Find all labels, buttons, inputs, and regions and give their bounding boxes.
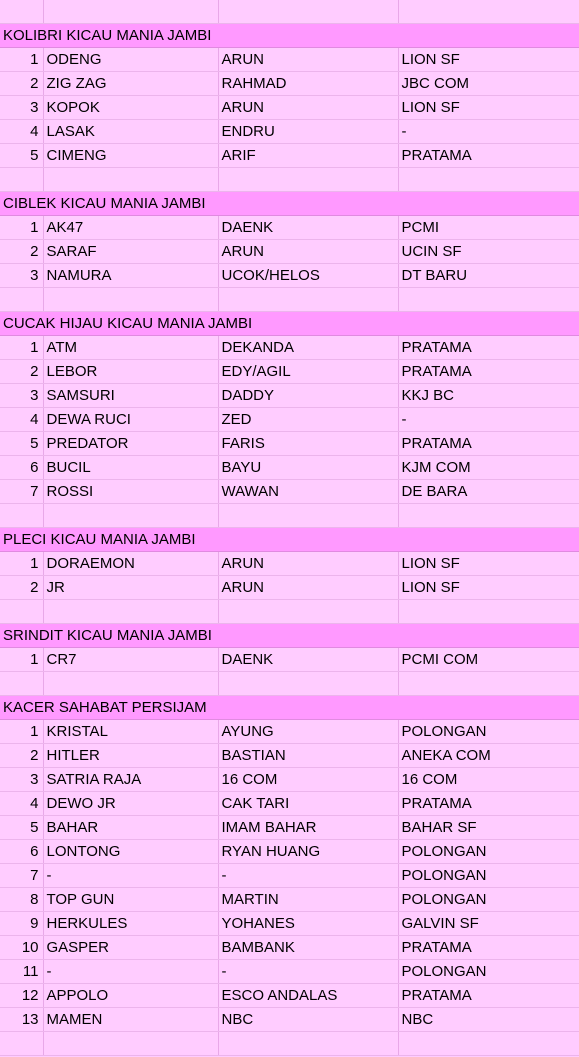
section-header-row — [0, 192, 579, 216]
table-row — [0, 1008, 579, 1032]
rank-cell[interactable]: 5 — [0, 144, 43, 168]
rank-cell[interactable]: 12 — [0, 984, 43, 1008]
empty-cell[interactable] — [398, 0, 579, 24]
rank-cell[interactable]: 2 — [0, 240, 43, 264]
owner-cell[interactable]: - — [218, 960, 398, 984]
blank-row — [0, 168, 579, 192]
empty-cell[interactable] — [398, 288, 579, 312]
empty-cell[interactable] — [43, 504, 218, 528]
team-cell[interactable]: - — [398, 408, 579, 432]
team-cell[interactable]: - — [398, 120, 579, 144]
empty-cell[interactable] — [43, 1032, 218, 1056]
bird-name-cell[interactable]: ZIG ZAG — [43, 72, 218, 96]
bird-name-cell[interactable]: NAMURA — [43, 264, 218, 288]
bird-name-cell[interactable]: - — [43, 864, 218, 888]
rank-cell[interactable]: 5 — [0, 432, 43, 456]
table-row — [0, 432, 579, 456]
owner-cell[interactable]: ENDRU — [218, 120, 398, 144]
bird-name-cell[interactable]: AK47 — [43, 216, 218, 240]
section-header-row — [0, 312, 579, 336]
bird-name-cell[interactable]: LASAK — [43, 120, 218, 144]
table-row — [0, 744, 579, 768]
table-row — [0, 96, 579, 120]
table-row — [0, 792, 579, 816]
team-cell[interactable]: POLONGAN — [398, 840, 579, 864]
bird-name-cell[interactable]: CIMENG — [43, 144, 218, 168]
team-cell[interactable]: DT BARU — [398, 264, 579, 288]
team-cell[interactable]: PCMI — [398, 216, 579, 240]
table-row — [0, 768, 579, 792]
team-cell[interactable]: KJM COM — [398, 456, 579, 480]
rank-cell[interactable]: 9 — [0, 912, 43, 936]
owner-cell[interactable]: DAENK — [218, 216, 398, 240]
empty-cell[interactable] — [398, 600, 579, 624]
empty-cell[interactable] — [218, 168, 398, 192]
empty-cell[interactable] — [218, 288, 398, 312]
rank-cell[interactable]: 1 — [0, 336, 43, 360]
owner-cell[interactable]: ARUN — [218, 96, 398, 120]
table-row — [0, 120, 579, 144]
team-cell[interactable]: POLONGAN — [398, 888, 579, 912]
owner-cell[interactable]: RAHMAD — [218, 72, 398, 96]
empty-cell[interactable] — [43, 288, 218, 312]
team-cell[interactable]: LION SF — [398, 96, 579, 120]
bird-name-cell[interactable]: DEWO JR — [43, 792, 218, 816]
empty-cell[interactable] — [218, 504, 398, 528]
section-title[interactable]: PLECI KICAU MANIA JAMBI — [0, 528, 579, 552]
bird-name-cell[interactable]: DEWA RUCI — [43, 408, 218, 432]
table-row — [0, 48, 579, 72]
bird-name-cell[interactable]: HERKULES — [43, 912, 218, 936]
rank-cell[interactable]: 3 — [0, 384, 43, 408]
owner-cell[interactable]: ZED — [218, 408, 398, 432]
team-cell[interactable]: PRATAMA — [398, 936, 579, 960]
rank-cell[interactable]: 8 — [0, 888, 43, 912]
bird-name-cell[interactable]: DORAEMON — [43, 552, 218, 576]
blank-row — [0, 0, 579, 24]
table-row — [0, 384, 579, 408]
team-cell[interactable]: KKJ BC — [398, 384, 579, 408]
rank-cell[interactable]: 7 — [0, 480, 43, 504]
table-row — [0, 888, 579, 912]
team-cell[interactable]: PRATAMA — [398, 144, 579, 168]
owner-cell[interactable]: UCOK/HELOS — [218, 264, 398, 288]
empty-cell[interactable] — [43, 168, 218, 192]
team-cell[interactable]: POLONGAN — [398, 960, 579, 984]
team-cell[interactable]: PCMI COM — [398, 648, 579, 672]
rank-cell[interactable]: 4 — [0, 408, 43, 432]
team-cell[interactable]: PRATAMA — [398, 984, 579, 1008]
table-row — [0, 576, 579, 600]
table-row — [0, 552, 579, 576]
section-header-row — [0, 528, 579, 552]
blank-row — [0, 600, 579, 624]
owner-cell[interactable]: BAMBANK — [218, 936, 398, 960]
rank-cell[interactable]: 3 — [0, 264, 43, 288]
owner-cell[interactable]: WAWAN — [218, 480, 398, 504]
bird-name-cell[interactable]: HITLER — [43, 744, 218, 768]
blank-row — [0, 288, 579, 312]
table-row — [0, 984, 579, 1008]
table-row — [0, 648, 579, 672]
bird-name-cell[interactable]: CR7 — [43, 648, 218, 672]
owner-cell[interactable]: - — [218, 864, 398, 888]
table-row — [0, 864, 579, 888]
bird-name-cell[interactable]: BAHAR — [43, 816, 218, 840]
owner-cell[interactable]: ARUN — [218, 48, 398, 72]
bird-name-cell[interactable]: PREDATOR — [43, 432, 218, 456]
team-cell[interactable]: LION SF — [398, 552, 579, 576]
team-cell[interactable]: LION SF — [398, 48, 579, 72]
empty-cell[interactable] — [218, 672, 398, 696]
empty-cell[interactable] — [0, 168, 43, 192]
rank-cell[interactable]: 2 — [0, 360, 43, 384]
owner-cell[interactable]: AYUNG — [218, 720, 398, 744]
empty-cell[interactable] — [398, 504, 579, 528]
empty-cell[interactable] — [398, 168, 579, 192]
bird-name-cell[interactable]: TOP GUN — [43, 888, 218, 912]
empty-cell[interactable] — [43, 600, 218, 624]
bird-name-cell[interactable]: SATRIA RAJA — [43, 768, 218, 792]
table-row — [0, 240, 579, 264]
team-cell[interactable]: PRATAMA — [398, 336, 579, 360]
section-header-row — [0, 624, 579, 648]
team-cell[interactable]: PRATAMA — [398, 792, 579, 816]
owner-cell[interactable]: ARIF — [218, 144, 398, 168]
owner-cell[interactable]: EDY/AGIL — [218, 360, 398, 384]
owner-cell[interactable]: 16 COM — [218, 768, 398, 792]
owner-cell[interactable]: FARIS — [218, 432, 398, 456]
bird-name-cell[interactable]: APPOLO — [43, 984, 218, 1008]
bird-name-cell[interactable]: LEBOR — [43, 360, 218, 384]
rank-cell[interactable]: 6 — [0, 840, 43, 864]
team-cell[interactable]: BAHAR SF — [398, 816, 579, 840]
bird-name-cell[interactable]: SAMSURI — [43, 384, 218, 408]
empty-cell[interactable] — [218, 0, 398, 24]
owner-cell[interactable]: DADDY — [218, 384, 398, 408]
table-row — [0, 840, 579, 864]
bird-name-cell[interactable]: SARAF — [43, 240, 218, 264]
empty-cell[interactable] — [0, 600, 43, 624]
owner-cell[interactable]: DAENK — [218, 648, 398, 672]
section-header-row — [0, 24, 579, 48]
team-cell[interactable]: JBC COM — [398, 72, 579, 96]
rank-cell[interactable]: 3 — [0, 96, 43, 120]
owner-cell[interactable]: ESCO ANDALAS — [218, 984, 398, 1008]
empty-cell[interactable] — [398, 1032, 579, 1056]
table-row — [0, 216, 579, 240]
team-cell[interactable]: NBC — [398, 1008, 579, 1032]
table-row — [0, 360, 579, 384]
section-title[interactable]: KACER SAHABAT PERSIJAM — [0, 696, 579, 720]
rank-cell[interactable]: 7 — [0, 864, 43, 888]
rank-cell[interactable]: 5 — [0, 816, 43, 840]
table-row — [0, 480, 579, 504]
rank-cell[interactable]: 6 — [0, 456, 43, 480]
team-cell[interactable]: PRATAMA — [398, 360, 579, 384]
owner-cell[interactable]: CAK TARI — [218, 792, 398, 816]
team-cell[interactable]: ANEKA COM — [398, 744, 579, 768]
rank-cell[interactable]: 4 — [0, 120, 43, 144]
team-cell[interactable]: POLONGAN — [398, 720, 579, 744]
owner-cell[interactable]: RYAN HUANG — [218, 840, 398, 864]
rank-cell[interactable]: 10 — [0, 936, 43, 960]
empty-cell[interactable] — [43, 672, 218, 696]
empty-cell[interactable] — [218, 600, 398, 624]
bird-name-cell[interactable]: KOPOK — [43, 96, 218, 120]
empty-cell[interactable] — [0, 672, 43, 696]
bird-name-cell[interactable]: LONTONG — [43, 840, 218, 864]
table-row — [0, 720, 579, 744]
rank-cell[interactable]: 2 — [0, 576, 43, 600]
bird-name-cell[interactable]: MAMEN — [43, 1008, 218, 1032]
team-cell[interactable]: 16 COM — [398, 768, 579, 792]
rank-cell[interactable]: 1 — [0, 720, 43, 744]
empty-cell[interactable] — [0, 1032, 43, 1056]
table-row — [0, 456, 579, 480]
team-cell[interactable]: GALVIN SF — [398, 912, 579, 936]
table-row — [0, 264, 579, 288]
owner-cell[interactable]: ARUN — [218, 576, 398, 600]
owner-cell[interactable]: BAYU — [218, 456, 398, 480]
rank-cell[interactable]: 1 — [0, 48, 43, 72]
bird-name-cell[interactable]: JR — [43, 576, 218, 600]
bird-name-cell[interactable]: GASPER — [43, 936, 218, 960]
blank-row — [0, 672, 579, 696]
rank-cell[interactable]: 1 — [0, 648, 43, 672]
owner-cell[interactable]: IMAM BAHAR — [218, 816, 398, 840]
rank-cell[interactable]: 2 — [0, 72, 43, 96]
empty-cell[interactable] — [0, 0, 43, 24]
table-row — [0, 912, 579, 936]
owner-cell[interactable]: MARTIN — [218, 888, 398, 912]
rank-cell[interactable]: 1 — [0, 216, 43, 240]
empty-cell[interactable] — [0, 288, 43, 312]
table-row — [0, 816, 579, 840]
table-row — [0, 336, 579, 360]
empty-cell[interactable] — [218, 1032, 398, 1056]
empty-cell[interactable] — [43, 0, 218, 24]
rank-cell[interactable]: 2 — [0, 744, 43, 768]
section-header-row — [0, 696, 579, 720]
table-row — [0, 408, 579, 432]
team-cell[interactable]: POLONGAN — [398, 864, 579, 888]
section-title[interactable]: CIBLEK KICAU MANIA JAMBI — [0, 192, 579, 216]
bird-name-cell[interactable]: KRISTAL — [43, 720, 218, 744]
empty-cell[interactable] — [398, 672, 579, 696]
team-cell[interactable]: UCIN SF — [398, 240, 579, 264]
bird-name-cell[interactable]: ODENG — [43, 48, 218, 72]
blank-row — [0, 1032, 579, 1056]
section-title[interactable]: KOLIBRI KICAU MANIA JAMBI — [0, 24, 579, 48]
rank-cell[interactable]: 3 — [0, 768, 43, 792]
table-row — [0, 144, 579, 168]
owner-cell[interactable]: ARUN — [218, 240, 398, 264]
rank-cell[interactable]: 4 — [0, 792, 43, 816]
team-cell[interactable]: DE BARA — [398, 480, 579, 504]
rank-cell[interactable]: 11 — [0, 960, 43, 984]
rank-cell[interactable]: 1 — [0, 552, 43, 576]
section-title[interactable]: SRINDIT KICAU MANIA JAMBI — [0, 624, 579, 648]
owner-cell[interactable]: YOHANES — [218, 912, 398, 936]
owner-cell[interactable]: ARUN — [218, 552, 398, 576]
owner-cell[interactable]: DEKANDA — [218, 336, 398, 360]
rank-cell[interactable]: 13 — [0, 1008, 43, 1032]
blank-row — [0, 504, 579, 528]
bird-name-cell[interactable]: ATM — [43, 336, 218, 360]
table-row — [0, 936, 579, 960]
bird-name-cell[interactable]: BUCIL — [43, 456, 218, 480]
table-row — [0, 72, 579, 96]
bird-name-cell[interactable]: - — [43, 960, 218, 984]
table-row — [0, 960, 579, 984]
team-cell[interactable]: LION SF — [398, 576, 579, 600]
bird-name-cell[interactable]: ROSSI — [43, 480, 218, 504]
empty-cell[interactable] — [0, 504, 43, 528]
owner-cell[interactable]: BASTIAN — [218, 744, 398, 768]
owner-cell[interactable]: NBC — [218, 1008, 398, 1032]
team-cell[interactable]: PRATAMA — [398, 432, 579, 456]
section-title[interactable]: CUCAK HIJAU KICAU MANIA JAMBI — [0, 312, 579, 336]
